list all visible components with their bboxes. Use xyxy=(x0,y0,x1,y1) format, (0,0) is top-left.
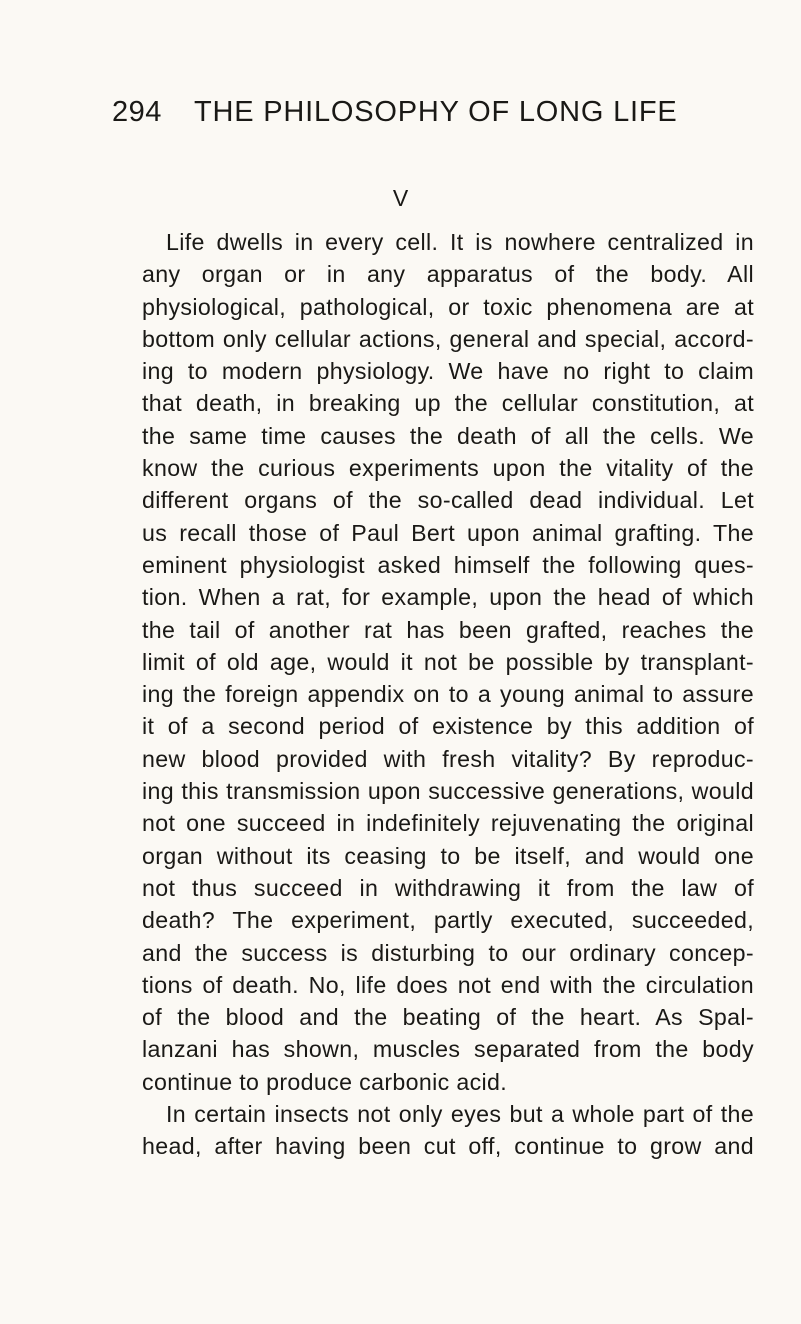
text-line: not one succeed in indefinitely rejuvenating the original xyxy=(142,810,754,837)
text-line: that death, in breaking up the cellular constitution, at xyxy=(142,390,754,417)
running-title: THE PHILOSOPHY OF LONG LIFE xyxy=(194,96,678,128)
text-line: the tail of another rat has been grafted, reaches the xyxy=(142,616,754,643)
text-line: the same time causes the death of all the cells. We xyxy=(142,422,754,449)
text-line: head, after having been cut off, continue to grow and xyxy=(142,1133,754,1160)
text-line: tions of death. No, life does not end with the circulation xyxy=(142,971,754,998)
text-line: of the blood and the beating of the heart. As Spal- xyxy=(142,1004,754,1031)
body-text xyxy=(142,226,754,1163)
page-number: 294 xyxy=(112,96,162,128)
running-head xyxy=(0,92,801,132)
text-line: ing the foreign appendix on to a young animal to assure xyxy=(142,681,754,708)
text-line: lanzani has shown, muscles separated from the body xyxy=(142,1036,754,1063)
text-line: tion. When a rat, for example, upon the head of which xyxy=(142,584,754,611)
section-numeral: V xyxy=(392,185,409,211)
text-line: death? The experiment, partly executed, succeeded, xyxy=(142,907,754,934)
text-line: bottom only cellular actions, general and special, accord- xyxy=(142,325,754,352)
text-line: not thus succeed in withdrawing it from the law of xyxy=(142,874,754,901)
text-line: and the success is disturbing to our ordinary concep- xyxy=(142,939,754,966)
text-line: us recall those of Paul Bert upon animal grafting. The xyxy=(142,519,754,546)
text-line: any organ or in any apparatus of the body. All xyxy=(142,261,754,288)
text-line: ing this transmission upon successive generations, would xyxy=(142,778,754,805)
text-line: ing to modern physiology. We have no right to claim xyxy=(142,358,754,385)
text-line: In certain insects not only eyes but a whole part of the xyxy=(166,1101,754,1128)
text-line: it of a second period of existence by this addition of xyxy=(142,713,754,740)
text-line: Life dwells in every cell. It is nowhere centralized in xyxy=(166,229,754,255)
text-line: eminent physiologist asked himself the following ques- xyxy=(142,551,754,578)
text-line: physiological, pathological, or toxic phenomena are at xyxy=(142,293,754,320)
text-line: organ without its ceasing to be itself, and would one xyxy=(142,842,754,869)
text-line: limit of old age, would it not be possible by transplant- xyxy=(142,648,754,675)
text-line: know the curious experiments upon the vitality of the xyxy=(142,455,754,482)
text-line-paragraph-end: continue to produce carbonic acid. xyxy=(142,1068,508,1095)
text-line: new blood provided with fresh vitality? By reproduc- xyxy=(142,745,754,772)
text-line: different organs of the so-called dead individual. Let xyxy=(142,487,754,514)
